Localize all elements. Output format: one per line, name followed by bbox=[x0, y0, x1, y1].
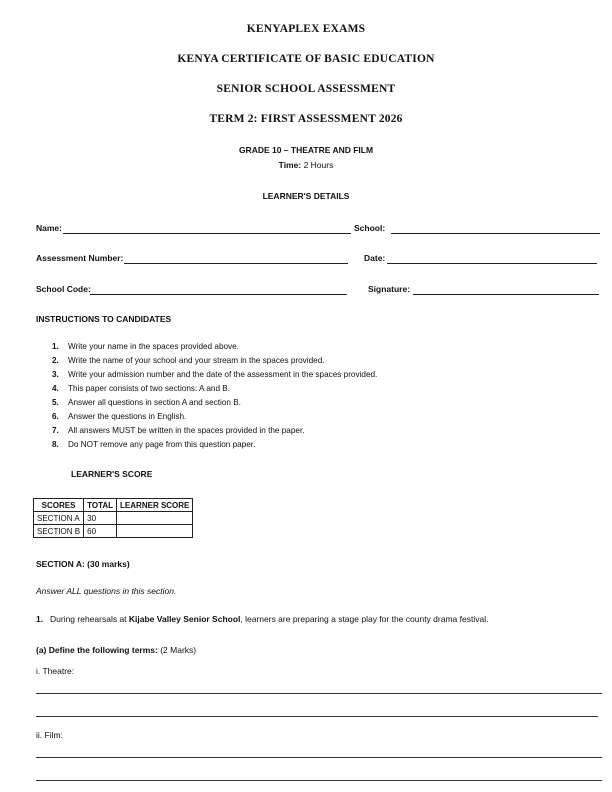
time-label: Time: bbox=[278, 160, 302, 170]
assessment-number-label: Assessment Number: bbox=[36, 253, 124, 263]
scores-header: SCORES bbox=[34, 499, 84, 512]
question-text-pre: During rehearsals at bbox=[50, 614, 129, 624]
question-1a-label: (a) Define the following terms: bbox=[36, 645, 158, 655]
question-number: 1. bbox=[36, 614, 44, 624]
school-name: Kijabe Valley Senior School bbox=[128, 614, 241, 624]
instruction-item: 4. This paper consists of two sections: A and B. bbox=[52, 384, 231, 393]
question-1a bbox=[36, 645, 196, 655]
question-text-post: , learners are preparing a stage play for the county drama festival. bbox=[240, 614, 489, 624]
time-line bbox=[0, 160, 612, 170]
answer-line[interactable] bbox=[36, 780, 602, 781]
question-1a-marks: (2 Marks) bbox=[160, 645, 197, 655]
school-code-label: School Code: bbox=[36, 284, 91, 294]
instructions-title: INSTRUCTIONS TO CANDIDATES bbox=[36, 314, 172, 324]
section-a-title: SECTION A: (30 marks) bbox=[36, 559, 130, 569]
subject-title: GRADE 10 – THEATRE AND FILM bbox=[238, 145, 374, 155]
signature-field[interactable] bbox=[413, 284, 599, 295]
instruction-item: 2. Write the name of your school and your stream in the spaces provided. bbox=[52, 356, 325, 365]
signature-label: Signature: bbox=[368, 284, 411, 294]
section-cell: SECTION A bbox=[34, 512, 84, 525]
learner-details-title: LEARNER'S DETAILS bbox=[262, 191, 350, 201]
instruction-item: 8. Do NOT remove any page from this question paper. bbox=[52, 440, 256, 449]
learner-score-cell[interactable] bbox=[117, 512, 193, 525]
exam-org-title: KENYAPLEX EXAMS bbox=[246, 23, 366, 35]
question-1 bbox=[36, 614, 488, 624]
school-code-field[interactable] bbox=[90, 284, 347, 295]
school-field[interactable] bbox=[391, 223, 600, 234]
answer-line[interactable] bbox=[36, 757, 602, 758]
total-cell: 30 bbox=[84, 512, 117, 525]
date-label: Date: bbox=[364, 253, 386, 263]
learner-score-cell[interactable] bbox=[117, 525, 193, 538]
instruction-item: 1. Write your name in the spaces provided above. bbox=[52, 342, 239, 351]
time-value: 2 Hours bbox=[303, 160, 334, 170]
instruction-item: 5. Answer all questions in section A and section B. bbox=[52, 398, 241, 407]
answer-line[interactable] bbox=[36, 716, 598, 717]
term-title: TERM 2: FIRST ASSESSMENT 2026 bbox=[209, 113, 403, 125]
learner-score-header: LEARNER SCORE bbox=[117, 499, 193, 512]
total-cell: 60 bbox=[84, 525, 117, 538]
section-a-instruction: Answer ALL questions in this section. bbox=[36, 586, 177, 596]
score-table-header bbox=[34, 499, 193, 512]
answer-line[interactable] bbox=[36, 693, 602, 694]
name-label: Name: bbox=[36, 223, 62, 233]
term-theatre-label: i. Theatre: bbox=[36, 666, 75, 676]
table-row bbox=[34, 525, 193, 538]
school-label: School: bbox=[354, 223, 386, 233]
section-cell: SECTION B bbox=[34, 525, 84, 538]
name-field[interactable] bbox=[63, 223, 351, 234]
assessment-level: SENIOR SCHOOL ASSESSMENT bbox=[216, 83, 396, 95]
instruction-item: 7. All answers MUST be written in the spaces provided in the paper. bbox=[52, 426, 305, 435]
certificate-title: KENYA CERTIFICATE OF BASIC EDUCATION bbox=[177, 53, 435, 65]
assessment-number-field[interactable] bbox=[124, 253, 348, 264]
table-row bbox=[34, 512, 193, 525]
term-film-label: ii. Film: bbox=[36, 730, 63, 740]
instruction-item: 3. Write your admission number and the date of the assessment in the spaces provided. bbox=[52, 370, 378, 379]
total-header: TOTAL bbox=[84, 499, 117, 512]
learner-score-title: LEARNER'S SCORE bbox=[71, 469, 153, 479]
score-table bbox=[33, 498, 193, 538]
date-field[interactable] bbox=[387, 253, 597, 264]
instruction-item: 6. Answer the questions in English. bbox=[52, 412, 187, 421]
